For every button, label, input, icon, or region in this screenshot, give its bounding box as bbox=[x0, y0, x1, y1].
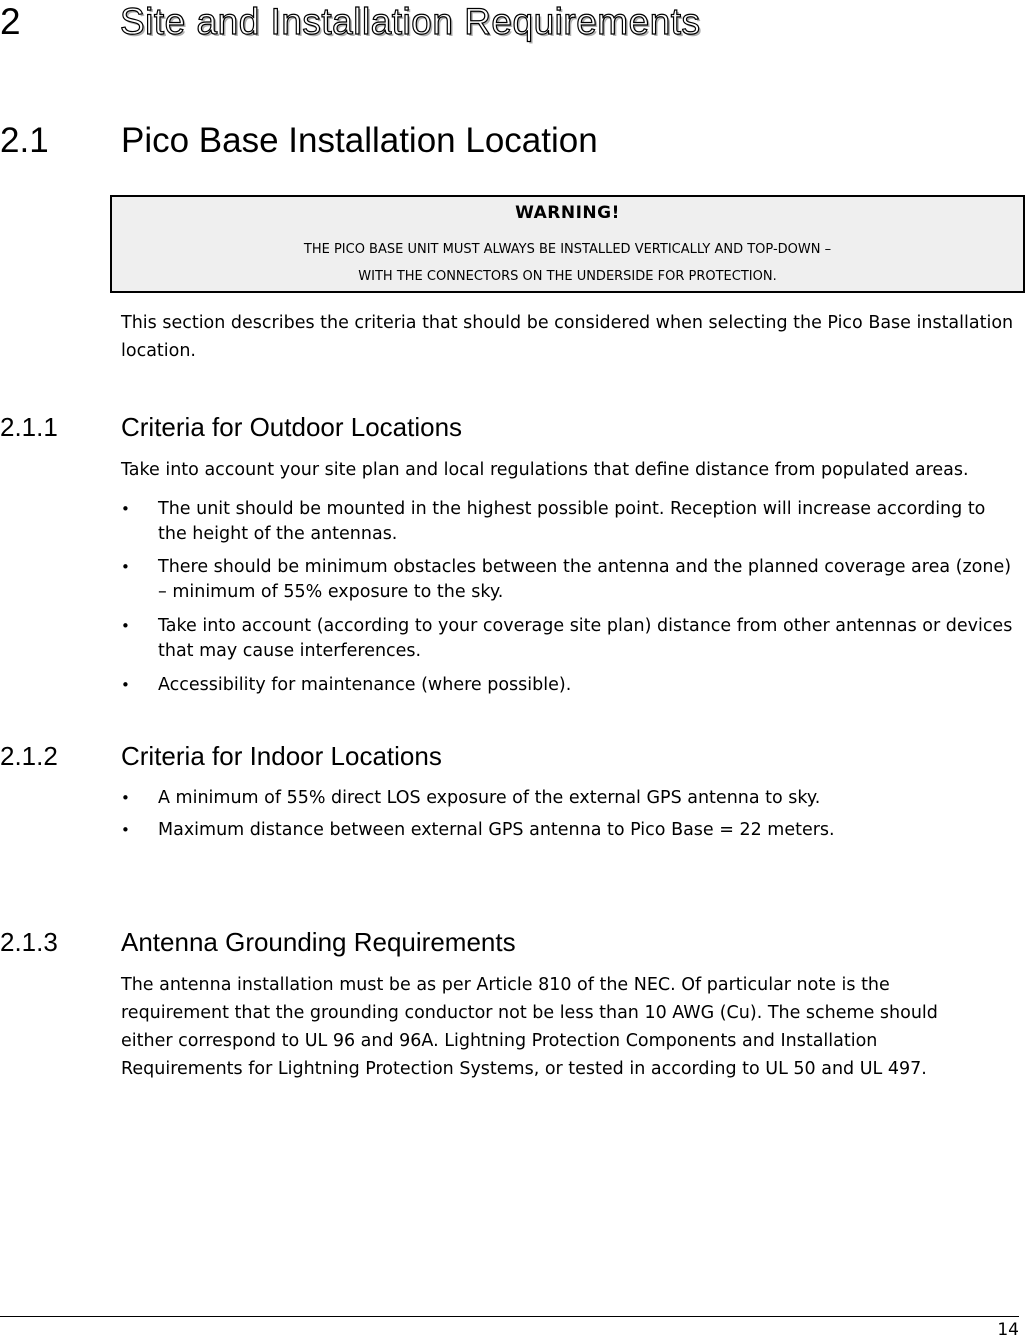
outdoor-lead-paragraph: Take into account your site plan and local regulations that define distance from populated areas. bbox=[121, 460, 969, 480]
bullet-icon: • bbox=[121, 500, 130, 518]
list-item-text: The unit should be mounted in the highest possible point. Reception will increase according to the height of the antennas. bbox=[158, 499, 986, 544]
footer-rule bbox=[0, 1316, 1019, 1317]
chapter-title: Site and Installation Requirements bbox=[120, 1, 701, 42]
subsection-title: Criteria for Outdoor Locations bbox=[121, 412, 463, 442]
subsection-title: Antenna Grounding Requirements bbox=[121, 927, 516, 957]
warning-box bbox=[110, 195, 1025, 293]
list-item-text: Take into account (according to your coverage site plan) distance from other antennas or devices that may cause interferences. bbox=[158, 616, 1013, 661]
warning-line-2: WITH THE CONNECTORS ON THE UNDERSIDE FOR PROTECTION. bbox=[358, 269, 777, 284]
grounding-paragraph: The antenna installation must be as per Article 810 of the NEC. Of particular note is the requirement that the grounding conductor not be less than 10 AWG (Cu). The scheme should either correspond to UL 96 and 96A. Lightning Protection Components and Installation Requirements for Lightning Protection Systems, or tested in according to UL 50 and UL 497. bbox=[121, 975, 938, 1079]
bullet-icon: • bbox=[121, 676, 130, 694]
bullet-icon: • bbox=[121, 558, 130, 576]
chapter-number: 2 bbox=[0, 1, 21, 42]
list-item-text: Accessibility for maintenance (where possible). bbox=[158, 675, 572, 695]
warning-line-1: THE PICO BASE UNIT MUST ALWAYS BE INSTALLED VERTICALLY AND TOP-DOWN – bbox=[303, 242, 832, 257]
subsection-number: 2.1.1 bbox=[0, 412, 58, 442]
subsection-number: 2.1.3 bbox=[0, 927, 58, 957]
bullet-icon: • bbox=[121, 821, 130, 839]
bullet-icon: • bbox=[121, 617, 130, 635]
intro-paragraph: This section describes the criteria that should be considered when selecting the Pico Base installation location. bbox=[121, 313, 1014, 361]
bullet-icon: • bbox=[121, 789, 130, 807]
subsection-number: 2.1.2 bbox=[0, 741, 58, 771]
section-number: 2.1 bbox=[0, 121, 49, 160]
list-item-text: There should be minimum obstacles between the antenna and the planned coverage area (zone) – minimum of 55% exposure to the sky. bbox=[158, 557, 1012, 602]
page-number: 14 bbox=[997, 1320, 1019, 1340]
warning-title: WARNING! bbox=[515, 203, 620, 223]
section-title: Pico Base Installation Location bbox=[121, 121, 598, 160]
list-item-text: A minimum of 55% direct LOS exposure of the external GPS antenna to sky. bbox=[158, 788, 821, 808]
list-item-text: Maximum distance between external GPS antenna to Pico Base = 22 meters. bbox=[158, 820, 835, 840]
subsection-title: Criteria for Indoor Locations bbox=[121, 741, 442, 771]
